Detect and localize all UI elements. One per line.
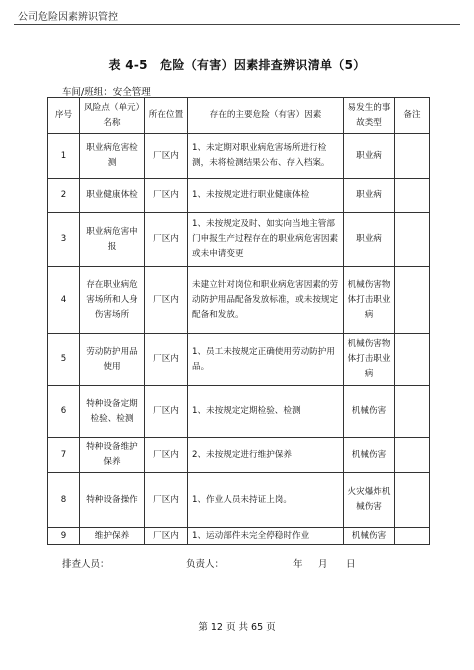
cell-location: 厂区内 — [145, 473, 188, 528]
cell-accident: 机械伤害物体打击职业病 — [344, 334, 395, 386]
header-point: 风险点（单元）名称 — [80, 98, 145, 134]
cell-note — [395, 438, 430, 473]
cell-no: 6 — [48, 386, 80, 438]
cell-risk: 1、员工未按规定正确使用劳动防护用品。 — [188, 334, 344, 386]
cell-note — [395, 386, 430, 438]
header-location: 所在位置 — [145, 98, 188, 134]
cell-accident: 火灾爆炸机械伤害 — [344, 473, 395, 528]
cell-accident: 机械伤害物体打击职业病 — [344, 267, 395, 334]
cell-accident: 机械伤害 — [344, 438, 395, 473]
cell-no: 8 — [48, 473, 80, 528]
cell-no: 4 — [48, 267, 80, 334]
cell-location: 厂区内 — [145, 134, 188, 179]
cell-no: 7 — [48, 438, 80, 473]
department-line — [62, 84, 151, 98]
header-accident: 易发生的事故类型 — [344, 98, 395, 134]
table-header-row — [48, 98, 430, 134]
table-row — [48, 386, 430, 438]
cell-risk: 1、未按规定进行职业健康体检 — [188, 179, 344, 213]
table-row — [48, 213, 430, 267]
header-no: 序号 — [48, 98, 80, 134]
hazard-table — [47, 97, 430, 545]
cell-accident: 职业病 — [344, 179, 395, 213]
cell-risk: 1、运动部件未完全停稳时作业 — [188, 528, 344, 545]
signature-line — [0, 556, 474, 570]
cell-point: 职业病危害检测 — [80, 134, 145, 179]
table-row — [48, 179, 430, 213]
cell-note — [395, 179, 430, 213]
header-risk: 存在的主要危险（有害）因素 — [188, 98, 344, 134]
document-header-title: 公司危险因素辨识管控 — [18, 12, 118, 23]
cell-location: 厂区内 — [145, 528, 188, 545]
cell-no: 1 — [48, 134, 80, 179]
header-divider — [14, 24, 460, 25]
header-note: 备注 — [395, 98, 430, 134]
cell-risk: 2、未按规定进行维护保养 — [188, 438, 344, 473]
cell-risk: 未建立针对岗位和职业病危害因素的劳动防护用品配备发放标准，或未按规定配备和发放。 — [188, 267, 344, 334]
cell-location: 厂区内 — [145, 179, 188, 213]
cell-note — [395, 213, 430, 267]
cell-note — [395, 528, 430, 545]
cell-location: 厂区内 — [145, 334, 188, 386]
table-row — [48, 334, 430, 386]
cell-note — [395, 473, 430, 528]
cell-location: 厂区内 — [145, 213, 188, 267]
cell-point: 维护保养 — [80, 528, 145, 545]
cell-point: 职业病危害申报 — [80, 213, 145, 267]
cell-note — [395, 334, 430, 386]
cell-point: 特种设备操作 — [80, 473, 145, 528]
table-row — [48, 528, 430, 545]
cell-risk: 1、作业人员未持证上岗。 — [188, 473, 344, 528]
responsible-label: 负责人： — [186, 559, 225, 570]
cell-point: 存在职业病危害场所和人身伤害场所 — [80, 267, 145, 334]
month-label: 月 — [318, 559, 328, 570]
cell-point: 特种设备维护保养 — [80, 438, 145, 473]
cell-location: 厂区内 — [145, 267, 188, 334]
cell-location: 厂区内 — [145, 386, 188, 438]
cell-risk: 1、未按规定定期检验、检测 — [188, 386, 344, 438]
cell-note — [395, 134, 430, 179]
table-title: 表 4-5 危险（有害）因素排查辨识清单（5） — [108, 58, 366, 72]
table-row — [48, 134, 430, 179]
day-label: 日 — [346, 559, 356, 570]
cell-accident: 职业病 — [344, 213, 395, 267]
page-number: 第 12 页 共 65 页 — [198, 622, 276, 633]
cell-risk: 1、未定期对职业病危害场所进行检测，未将检测结果公布、存入档案。 — [188, 134, 344, 179]
department-value: 安全管理 — [112, 87, 151, 98]
cell-location: 厂区内 — [145, 438, 188, 473]
department-label: 车间/班组： — [62, 87, 113, 98]
cell-no: 5 — [48, 334, 80, 386]
cell-point: 职业健康体检 — [80, 179, 145, 213]
inspector-label: 排查人员： — [62, 559, 110, 570]
cell-risk: 1、未按规定及时、如实向当地主管部门申报生产过程存在的职业病危害因素或未申请变更 — [188, 213, 344, 267]
cell-no: 2 — [48, 179, 80, 213]
year-label: 年 — [293, 559, 303, 570]
cell-no: 3 — [48, 213, 80, 267]
cell-point: 劳动防护用品使用 — [80, 334, 145, 386]
cell-no: 9 — [48, 528, 80, 545]
cell-accident: 职业病 — [344, 134, 395, 179]
cell-note — [395, 267, 430, 334]
cell-accident: 机械伤害 — [344, 386, 395, 438]
table-row — [48, 267, 430, 334]
table-row — [48, 473, 430, 528]
cell-point: 特种设备定期检验、检测 — [80, 386, 145, 438]
cell-accident: 机械伤害 — [344, 528, 395, 545]
table-row — [48, 438, 430, 473]
